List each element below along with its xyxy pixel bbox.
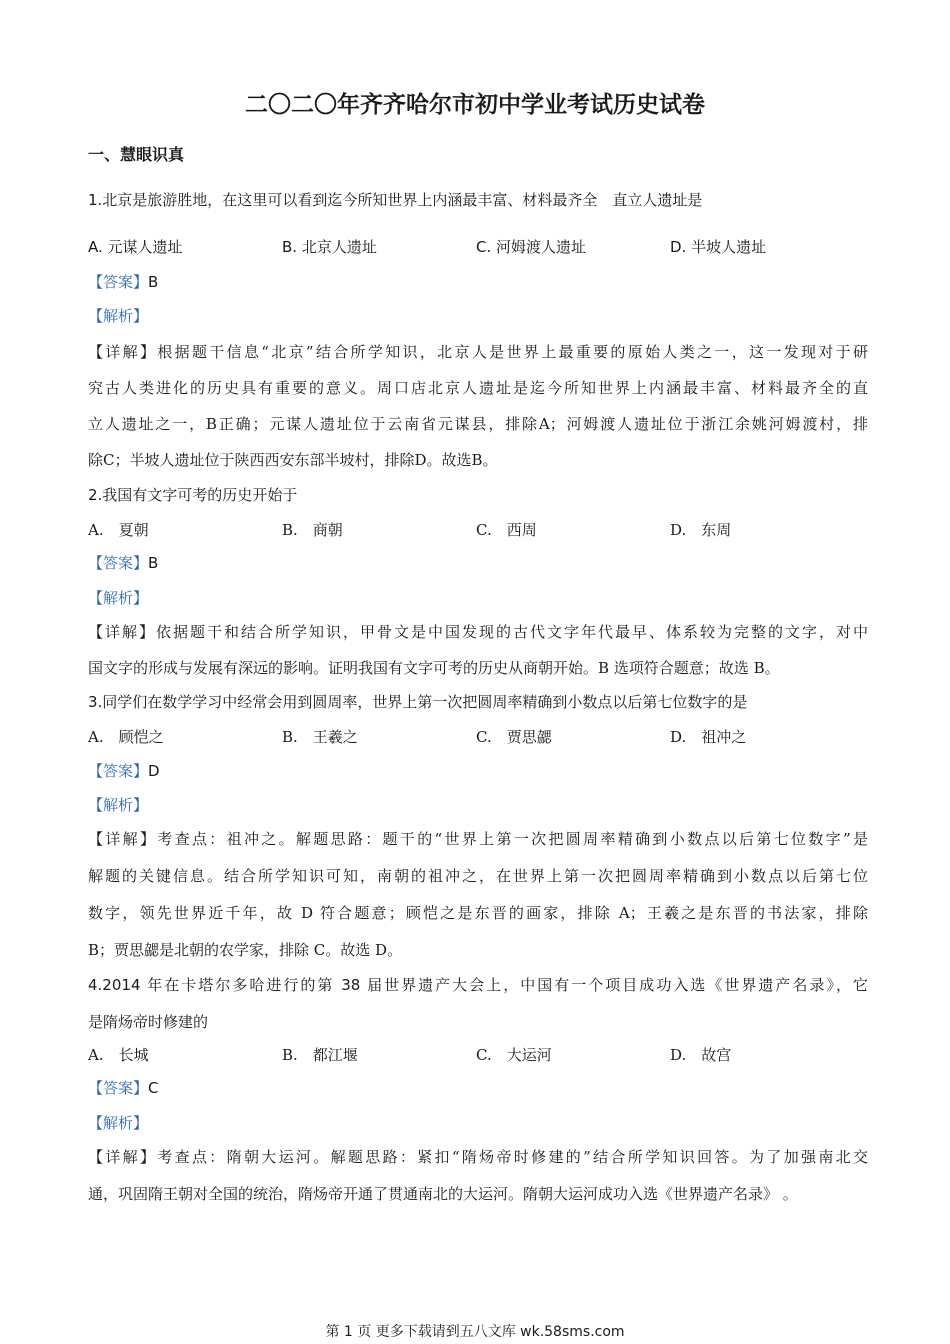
q3-option-a: A. 顾恺之 — [88, 728, 164, 746]
q3-detail-line-2: 解题的关键信息。结合所学知识可知，南朝的祖冲之，在世界上第一次把圆周率精确到小数点以后第七位 — [88, 867, 868, 885]
q3-answer — [88, 761, 868, 781]
q4-answer — [88, 1078, 868, 1098]
q2-option-d: D. 东周 — [670, 521, 732, 539]
q2-option-b: B. 商朝 — [282, 521, 343, 539]
q2-answer-value: B — [148, 554, 159, 572]
question-4-stem-line-1: 4.2014 年在卡塔尔多哈进行的第 38 届世界遗产大会上，中国有一个项目成功入选《世界遗产名录》，它 — [88, 976, 868, 994]
q1-option-b: B. 北京人遗址 — [282, 238, 377, 256]
detail-label: 【详解】 — [88, 830, 158, 848]
q3-option-b: B. 王羲之 — [282, 728, 358, 746]
answer-label: 【答案】 — [88, 1079, 149, 1097]
detail-label: 【详解】 — [88, 1148, 158, 1166]
answer-label: 【答案】 — [88, 273, 149, 291]
q3-detail-line-3: 数字，领先世界近千年，故 D 符合题意；顾恺之是东晋的画家，排除 A；王羲之是东晋的书法家，排除 — [88, 904, 868, 922]
question-4-stem-line-2: 是隋炀帝时修建的 — [88, 1013, 209, 1031]
q1-detail-line-3: 立人遗址之一，B正确；元谋人遗址位于云南省元谋县，排除A；河姆渡人遗址位于浙江余姚河姆渡村，排 — [88, 415, 868, 433]
page-footer: 第 1 页 更多下载请到五八文库 wk.58sms.com — [325, 1324, 625, 1340]
q1-detail-line-2: 究古人类进化的历史具有重要的意义。周口店北京人遗址是迄今所知世界上内涵最丰富、材料最齐全的直 — [88, 379, 868, 397]
question-2-stem: 2.我国有文字可考的历史开始于 — [88, 486, 298, 504]
q2-detail-line-2: 国文字的形成与发展有深远的影响。证明我国有文字可考的历史从商朝开始。B 选项符合题意；故选 B。 — [88, 659, 780, 677]
q1-analysis-label: 【解析】 — [88, 307, 149, 325]
section-heading: 一、慧眼识真 — [88, 145, 185, 164]
q1-option-d: D. 半坡人遗址 — [670, 238, 767, 256]
q4-answer-value: C — [148, 1079, 159, 1097]
q1-option-a: A. 元谋人遗址 — [88, 238, 183, 256]
q4-option-a: A. 长城 — [88, 1046, 149, 1064]
q2-detail-line-1: 【详解】依据题干和结合所学知识，甲骨文是中国发现的古代文字年代最早、体系较为完整的文字，对中 — [88, 623, 868, 641]
q4-detail-line-2: 通，巩固隋王朝对全国的统治，隋炀帝开通了贯通南北的大运河。隋朝大运河成功入选《世界遗产名录》 。 — [88, 1185, 798, 1203]
q3-detail-line-4: B；贾思勰是北朝的农学家，排除 C。故选 D。 — [88, 941, 403, 959]
q1-detail-line-1: 【详解】根据题干信息“北京”结合所学知识，北京人是世界上最重要的原始人类之一，这一发现对于研 — [88, 343, 868, 361]
q3-detail-line-1: 【详解】考查点：祖冲之。解题思路：题干的“世界上第一次把圆周率精确到小数点以后第七位数字”是 — [88, 830, 868, 848]
q1-detail-line-4: 除C；半坡人遗址位于陕西西安东部半坡村，排除D。故选B。 — [88, 451, 498, 469]
q3-option-c: C. 贾思勰 — [476, 728, 552, 746]
q4-option-d: D. 故宫 — [670, 1046, 732, 1064]
q1-option-c: C. 河姆渡人遗址 — [476, 238, 587, 256]
question-3-stem: 3.同学们在数学学习中经常会用到圆周率，世界上第一次把圆周率精确到小数点以后第七位数字的是 — [88, 693, 748, 711]
q3-answer-value: D — [148, 762, 160, 780]
q2-analysis-label: 【解析】 — [88, 589, 149, 607]
q4-detail-line-1: 【详解】考查点：隋朝大运河。解题思路：紧扣“隋炀帝时修建的”结合所学知识回答。为了加强南北交 — [88, 1148, 868, 1166]
answer-label: 【答案】 — [88, 762, 149, 780]
q1-answer-value: B — [148, 273, 159, 291]
detail-label: 【详解】 — [88, 623, 156, 641]
q2-answer — [88, 553, 868, 573]
answer-label: 【答案】 — [88, 554, 149, 572]
q3-analysis-label: 【解析】 — [88, 796, 149, 814]
detail-label: 【详解】 — [88, 343, 158, 361]
question-1-stem: 1.北京是旅游胜地，在这里可以看到迄今所知世界上内涵最丰富、材料最齐全 直立人遗址是 — [88, 191, 703, 209]
q2-option-a: A. 夏朝 — [88, 521, 149, 539]
q2-option-c: C. 西周 — [476, 521, 537, 539]
page-title: 二〇二〇年齐齐哈尔市初中学业考试历史试卷 — [245, 92, 705, 118]
q4-option-b: B. 都江堰 — [282, 1046, 358, 1064]
q4-option-c: C. 大运河 — [476, 1046, 552, 1064]
q1-answer — [88, 272, 868, 292]
q4-analysis-label: 【解析】 — [88, 1114, 149, 1132]
q3-option-d: D. 祖冲之 — [670, 728, 747, 746]
